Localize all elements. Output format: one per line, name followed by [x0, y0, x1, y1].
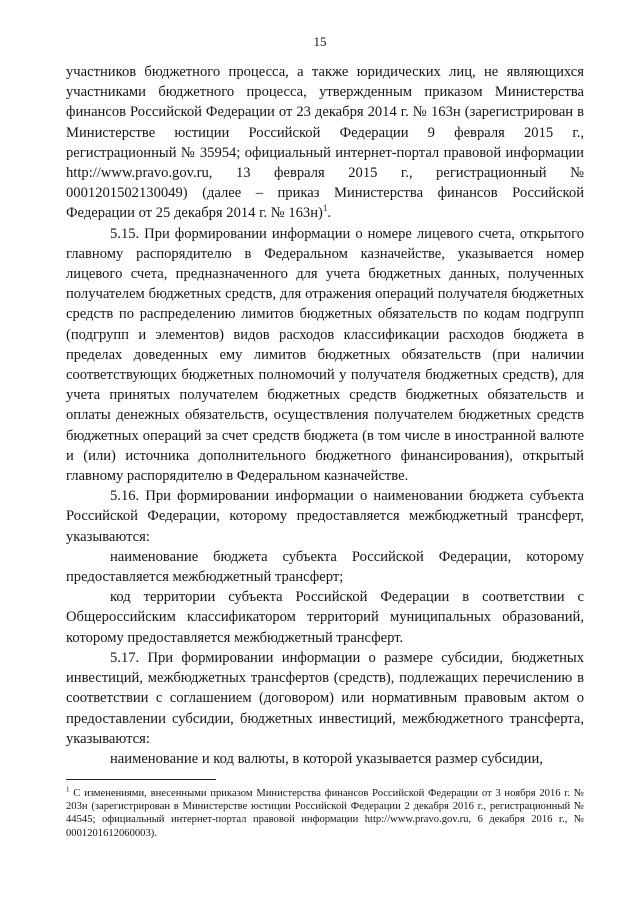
footnote-divider	[66, 779, 216, 780]
footnote-text: С изменениями, внесенными приказом Министерства финансов Российской Федерации от 3 ноября 2016 г. № 203н (зарегистрирован в Министерстве юстиции Российской Федерации 2 декабря 2016 г., регистрационный № 44545; официальный интернет-портал правовой информации http://www.pravo.gov.ru, 6 декабря 2016 г., № 0001201612060003).	[66, 788, 584, 839]
paragraph-5-17: 5.17. При формировании информации о размере субсидии, бюджетных инвестиций, межбюджетных трансфертов (средств), подлежащих перечислению в соответствии с соглашением (договором) или нормативным правовым актом о предоставлении субсидии, бюджетных инвестиций, межбюджетного трансферта, указываются:	[66, 649, 584, 747]
footnote-marker: 1	[66, 785, 70, 794]
paragraph-continuation	[66, 62, 584, 224]
footnote-reference: 1	[322, 203, 328, 214]
paragraph-5-16: 5.16. При формировании информации о наименовании бюджета субъекта Российской Федерации, которому предоставляется межбюджетный трансферт, указываются:	[66, 488, 584, 545]
paragraph-text: участников бюджетного процесса, а также юридических лиц, не являющихся участниками бюджетного процесса, утвержденным приказом Министерства финансов Российской Федерации от 23 декабря 2014 г. № 163н (зарегистрирован в Министерстве юстиции Российской Федерации 9 февраля 2015 г., регистрационный № 35954; официальный интернет-портал правовой информации http://www.pravo.gov.ru, 13 февраля 2015 г., регистрационный № 0001201502130049) (далее – приказ Министерства финансов Российской Федерации от 25 декабря 2014 г. № 163н)	[66, 64, 584, 222]
document-body	[66, 62, 584, 769]
footnote	[66, 787, 584, 840]
paragraph-territory-code: код территории субъекта Российской Федерации в соответствии с Общероссийским классификатором территорий муниципальных образований, которому предоставляется межбюджетный трансферт.	[66, 589, 584, 646]
paragraph-budget-name: наименование бюджета субъекта Российской Федерации, которому предоставляется межбюджетный трансферт;	[66, 548, 584, 586]
paragraph-currency: наименование и код валюты, в которой указывается размер субсидии,	[110, 750, 543, 767]
paragraph-5-15: 5.15. При формировании информации о номере лицевого счета, открытого главному распорядителю в Федеральном казначействе, указывается номер лицевого счета, предназначенного для учета бюджетных данных, полученных получателем бюджетных средств, для отражения операций получателя бюджетных средств по распределению лимитов бюджетных обязательств по кодам подгрупп (подгрупп и элементов) видов расходов классификации расходов бюджета в пределах доведенных ему лимитов бюджетных обязательств (при наличии соответствующих бюджетных полномочий у получателя бюджетных средств), для учета принятых получателем бюджетных средств бюджетных обязательств и оплаты денежных обязательств, осуществления получателем бюджетных средств бюджетных операций за счет средств бюджета (в том числе в иностранной валюте и (или) источника дополнительного бюджетного финансирования), открытый главному распорядителю в Федеральном казначействе.	[66, 225, 584, 485]
page-number: 15	[313, 34, 327, 49]
paragraph-tail: .	[327, 205, 332, 222]
